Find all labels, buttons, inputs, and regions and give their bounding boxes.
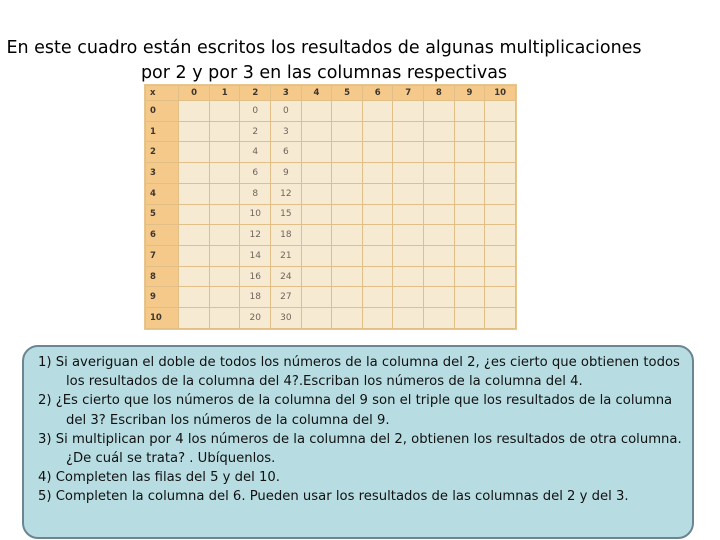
- table-cell: 10: [240, 204, 271, 225]
- table-cell: [209, 287, 240, 308]
- table-cell: [301, 121, 332, 142]
- question-3: 3) Si multiplican por 4 los números de la columna del 2, obtienen los resultados de otra columna. ¿De cuál se trata? . Ubíquenlos.: [38, 431, 682, 467]
- table-cell: [424, 308, 455, 329]
- table-cell: 0: [271, 101, 302, 122]
- table-cell: [424, 101, 455, 122]
- table-cell: [332, 183, 363, 204]
- table-cell: [454, 121, 485, 142]
- row-header-2: 2: [146, 142, 179, 163]
- table-header-row: [146, 86, 516, 101]
- table-cell: [454, 183, 485, 204]
- table-cell: [209, 266, 240, 287]
- table-cell: [332, 266, 363, 287]
- row-header-1: 1: [146, 121, 179, 142]
- table-cell: [454, 225, 485, 246]
- table-cell: 30: [271, 308, 302, 329]
- table-cell: [485, 287, 516, 308]
- table-cell: [301, 163, 332, 184]
- table-cell: [362, 246, 393, 267]
- row-header-9: 9: [146, 287, 179, 308]
- column-header-4: 4: [301, 86, 332, 101]
- table-cell: [393, 101, 424, 122]
- table-row: [146, 101, 516, 122]
- table-cell: [454, 246, 485, 267]
- table-cell: [424, 246, 455, 267]
- row-header-0: 0: [146, 101, 179, 122]
- table-row: [146, 246, 516, 267]
- table-cell: [485, 266, 516, 287]
- multiplication-table: [144, 84, 517, 330]
- table-cell: [485, 204, 516, 225]
- table-cell: [393, 121, 424, 142]
- table-cell: 8: [240, 183, 271, 204]
- table-cell: [179, 101, 210, 122]
- table-cell: [332, 121, 363, 142]
- table-cell: 12: [240, 225, 271, 246]
- table-cell: [393, 142, 424, 163]
- table-cell: [393, 183, 424, 204]
- table-cell: [179, 308, 210, 329]
- table-cell: 24: [271, 266, 302, 287]
- table-cell: [393, 204, 424, 225]
- table-row: [146, 183, 516, 204]
- table-cell: [454, 204, 485, 225]
- table-cell: [179, 204, 210, 225]
- questions-box: [22, 345, 694, 539]
- table-cell: 0: [240, 101, 271, 122]
- table-cell: [209, 246, 240, 267]
- table-cell: [362, 142, 393, 163]
- table-cell: [301, 225, 332, 246]
- table-cell: [424, 225, 455, 246]
- table-cell: 9: [271, 163, 302, 184]
- table-cell: [209, 225, 240, 246]
- table-row: [146, 121, 516, 142]
- table-cell: 12: [271, 183, 302, 204]
- question-5: 5) Completen la columna del 6. Pueden usar los resultados de las columnas del 2 y del 3.: [38, 489, 629, 505]
- table-cell: [485, 246, 516, 267]
- table-cell: [424, 142, 455, 163]
- column-header-0: 0: [179, 86, 210, 101]
- table-cell: [209, 101, 240, 122]
- table-cell: [485, 101, 516, 122]
- table-cell: 16: [240, 266, 271, 287]
- row-header-4: 4: [146, 183, 179, 204]
- table-cell: [485, 225, 516, 246]
- table-cell: [301, 266, 332, 287]
- table-cell: [454, 266, 485, 287]
- table-cell: 15: [271, 204, 302, 225]
- table-cell: [424, 204, 455, 225]
- table-cell: [362, 266, 393, 287]
- table-cell: [485, 163, 516, 184]
- column-header-5: 5: [332, 86, 363, 101]
- table-cell: [393, 246, 424, 267]
- table-cell: [424, 266, 455, 287]
- title-line-1: En este cuadro están escritos los resultados de algunas multiplicaciones: [6, 38, 642, 58]
- table-row: [146, 287, 516, 308]
- table-cell: [301, 183, 332, 204]
- table-row: [146, 204, 516, 225]
- table-cell: 18: [240, 287, 271, 308]
- row-header-7: 7: [146, 246, 179, 267]
- column-header-6: 6: [362, 86, 393, 101]
- row-header-6: 6: [146, 225, 179, 246]
- table-cell: [393, 163, 424, 184]
- table-cell: [301, 204, 332, 225]
- table-row: [146, 308, 516, 329]
- table-cell: [393, 308, 424, 329]
- table-cell: [209, 121, 240, 142]
- table-cell: [332, 163, 363, 184]
- table-cell: 27: [271, 287, 302, 308]
- title-line-2: por 2 y por 3 en las columnas respectivas: [140, 63, 508, 83]
- table-cell: [301, 287, 332, 308]
- table-cell: 20: [240, 308, 271, 329]
- table-cell: [179, 266, 210, 287]
- table-cell: [454, 163, 485, 184]
- table-cell: 6: [271, 142, 302, 163]
- table-cell: [179, 287, 210, 308]
- table-cell: 6: [240, 163, 271, 184]
- column-header-8: 8: [424, 86, 455, 101]
- column-header-9: 9: [454, 86, 485, 101]
- table-cell: [454, 308, 485, 329]
- table-cell: [179, 121, 210, 142]
- table-cell: [454, 142, 485, 163]
- column-header-3: 3: [271, 86, 302, 101]
- table-cell: [362, 121, 393, 142]
- column-header-10: 10: [485, 86, 516, 101]
- row-header-5: 5: [146, 204, 179, 225]
- table-cell: [332, 225, 363, 246]
- table-cell: [209, 308, 240, 329]
- table-cell: [454, 101, 485, 122]
- row-header-3: 3: [146, 163, 179, 184]
- table-row: [146, 142, 516, 163]
- table-cell: [209, 142, 240, 163]
- table-cell: 2: [240, 121, 271, 142]
- table-cell: 18: [271, 225, 302, 246]
- question-1: 1) Si averiguan el doble de todos los números de la columna del 2, ¿es cierto que obtienen todos los resultados de la columna del 4?.Escriban los números de la columna del 4.: [38, 355, 680, 390]
- table-cell: 3: [271, 121, 302, 142]
- table-cell: [362, 101, 393, 122]
- table-cell: [332, 101, 363, 122]
- table-cell: [424, 287, 455, 308]
- table-cell: [393, 266, 424, 287]
- table-cell: [332, 204, 363, 225]
- table-cell: [393, 225, 424, 246]
- table-cell: [332, 246, 363, 267]
- table-cell: [485, 121, 516, 142]
- table-cell: 4: [240, 142, 271, 163]
- table-cell: [362, 225, 393, 246]
- table-cell: [301, 308, 332, 329]
- table-cell: [393, 287, 424, 308]
- column-header-2: 2: [240, 86, 271, 101]
- question-2: 2) ¿Es cierto que los números de la columna del 9 son el triple que los resultados de la columna del 3? Escriban los números de la columna del 9.: [38, 393, 673, 428]
- table-cell: [362, 204, 393, 225]
- table-cell: [179, 142, 210, 163]
- column-header-1: 1: [209, 86, 240, 101]
- table-cell: [362, 183, 393, 204]
- table-cell: [485, 142, 516, 163]
- table-cell: [454, 287, 485, 308]
- multiplication-grid: [145, 85, 516, 329]
- table-cell: [424, 163, 455, 184]
- table-cell: [332, 142, 363, 163]
- question-4: 4) Completen las filas del 5 y del 10.: [38, 470, 280, 486]
- table-cell: [179, 183, 210, 204]
- table-cell: [179, 163, 210, 184]
- column-header-7: 7: [393, 86, 424, 101]
- table-cell: [179, 246, 210, 267]
- table-cell: [301, 142, 332, 163]
- table-row: [146, 225, 516, 246]
- table-cell: [332, 308, 363, 329]
- table-row: [146, 163, 516, 184]
- table-cell: 21: [271, 246, 302, 267]
- table-cell: 14: [240, 246, 271, 267]
- table-corner-cell: x: [146, 86, 179, 101]
- table-cell: [485, 183, 516, 204]
- table-cell: [485, 308, 516, 329]
- table-cell: [179, 225, 210, 246]
- page-title: [0, 36, 648, 86]
- table-cell: [424, 183, 455, 204]
- table-cell: [424, 121, 455, 142]
- table-row: [146, 266, 516, 287]
- table-cell: [362, 287, 393, 308]
- table-cell: [301, 246, 332, 267]
- table-cell: [301, 101, 332, 122]
- table-cell: [362, 163, 393, 184]
- table-cell: [362, 308, 393, 329]
- table-cell: [209, 163, 240, 184]
- table-cell: [209, 183, 240, 204]
- table-cell: [332, 287, 363, 308]
- row-header-10: 10: [146, 308, 179, 329]
- table-cell: [209, 204, 240, 225]
- row-header-8: 8: [146, 266, 179, 287]
